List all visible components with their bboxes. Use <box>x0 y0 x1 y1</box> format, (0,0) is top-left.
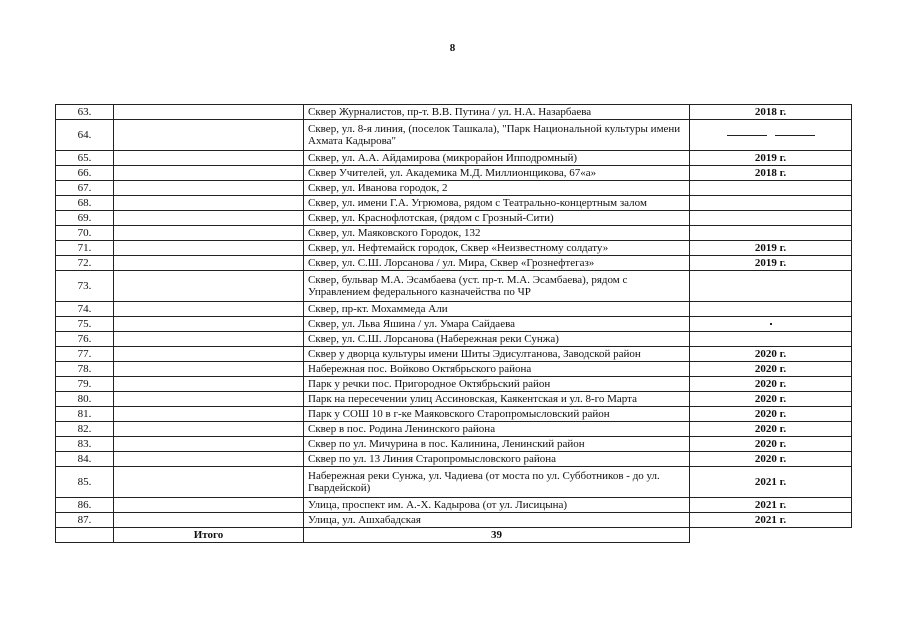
row-number: 84. <box>56 452 114 467</box>
table-row <box>56 211 852 226</box>
year-cell: 2020 г. <box>690 422 852 437</box>
row-number: 87. <box>56 513 114 528</box>
row-number: 78. <box>56 362 114 377</box>
row-number: 65. <box>56 151 114 166</box>
row-number: 71. <box>56 241 114 256</box>
object-name: Сквер, пр-кт. Мохаммеда Али <box>304 302 690 317</box>
year-cell: 2021 г. <box>690 467 852 498</box>
year-cell <box>690 332 852 347</box>
dash-mark <box>727 135 767 136</box>
year-cell: 2020 г. <box>690 392 852 407</box>
table-row <box>56 332 852 347</box>
object-name: Сквер, ул. Иванова городок, 2 <box>304 181 690 196</box>
row-number: 66. <box>56 166 114 181</box>
object-name: Сквер, ул. С.Ш. Лорсанова / ул. Мира, Сквер «Грознефтегаз» <box>304 256 690 271</box>
row-number: 70. <box>56 226 114 241</box>
empty-cell <box>56 528 114 543</box>
registry-table <box>55 104 852 543</box>
empty-cell <box>114 302 304 317</box>
object-name: Сквер, ул. Льва Яшина / ул. Умара Сайдаева <box>304 317 690 332</box>
year-cell <box>690 181 852 196</box>
empty-cell <box>114 513 304 528</box>
object-name: Сквер у дворца культуры имени Шиты Эдисултанова, Заводской район <box>304 347 690 362</box>
object-name: Сквер, ул. Нефтемайск городок, Сквер «Неизвестному солдату» <box>304 241 690 256</box>
year-cell: 2020 г. <box>690 407 852 422</box>
year-cell: 2019 г. <box>690 241 852 256</box>
empty-cell <box>114 332 304 347</box>
object-name: Набережная реки Сунжа, ул. Чадиева (от моста по ул. Субботников - до ул. Гвардейской) <box>304 467 690 498</box>
object-name: Сквер Журналистов, пр-т. В.В. Путина / ул. Н.А. Назарбаева <box>304 105 690 120</box>
empty-cell <box>114 271 304 302</box>
row-number: 76. <box>56 332 114 347</box>
empty-cell <box>114 181 304 196</box>
table-row <box>56 166 852 181</box>
year-cell: 2020 г. <box>690 362 852 377</box>
object-name: Сквер, бульвар М.А. Эсамбаева (уст. пр-т. М.А. Эсамбаева), рядом с Управлением федерального казначейства по ЧР <box>304 271 690 302</box>
row-number: 83. <box>56 437 114 452</box>
table-row <box>56 467 852 498</box>
year-cell <box>690 211 852 226</box>
year-cell <box>690 226 852 241</box>
table-row <box>56 256 852 271</box>
object-name: Сквер, ул. Краснофлотская, (рядом с Грозный-Сити) <box>304 211 690 226</box>
object-name: Сквер, ул. Маяковского Городок, 132 <box>304 226 690 241</box>
object-name: Сквер по ул. Мичурина в пос. Калинина, Ленинский район <box>304 437 690 452</box>
empty-cell <box>114 362 304 377</box>
object-name: Улица, проспект им. А.-Х. Кадырова (от ул. Лисицына) <box>304 498 690 513</box>
empty-cell <box>114 377 304 392</box>
year-cell: 2020 г. <box>690 452 852 467</box>
empty-cell <box>114 120 304 151</box>
empty-cell <box>114 437 304 452</box>
year-cell <box>690 196 852 211</box>
object-name: Сквер Учителей, ул. Академика М.Д. Миллионщикова, 67«а» <box>304 166 690 181</box>
object-name: Сквер, ул. имени Г.А. Угрюмова, рядом с Театрально-концертным залом <box>304 196 690 211</box>
row-number: 81. <box>56 407 114 422</box>
row-number: 77. <box>56 347 114 362</box>
empty-cell <box>114 317 304 332</box>
year-cell: 2021 г. <box>690 498 852 513</box>
table-row <box>56 437 852 452</box>
table-row <box>56 392 852 407</box>
object-name: Сквер в пос. Родина Ленинского района <box>304 422 690 437</box>
table-row <box>56 151 852 166</box>
table-row <box>56 498 852 513</box>
table-row <box>56 241 852 256</box>
table-row <box>56 120 852 151</box>
object-name: Парк у СОШ 10 в г-ке Маяковского Старопромысловский район <box>304 407 690 422</box>
table-row <box>56 271 852 302</box>
row-number: 86. <box>56 498 114 513</box>
total-value: 39 <box>304 528 690 543</box>
object-name: Улица, ул. Ашхабадская <box>304 513 690 528</box>
year-cell: 2018 г. <box>690 166 852 181</box>
row-number: 72. <box>56 256 114 271</box>
object-name: Сквер по ул. 13 Линия Старопромысловского района <box>304 452 690 467</box>
year-cell: 2020 г. <box>690 347 852 362</box>
table-row <box>56 196 852 211</box>
table-row <box>56 513 852 528</box>
empty-cell <box>114 452 304 467</box>
year-cell: 2020 г. <box>690 437 852 452</box>
object-name: Парк у речки пос. Пригородное Октябрьский район <box>304 377 690 392</box>
page-number: 8 <box>449 42 456 54</box>
object-name: Набережная пос. Войково Октябрьского района <box>304 362 690 377</box>
year-cell <box>690 317 852 332</box>
row-number: 73. <box>56 271 114 302</box>
year-cell: 2019 г. <box>690 151 852 166</box>
object-name: Парк на пересечении улиц Ассиновская, Каякентская и ул. 8-го Марта <box>304 392 690 407</box>
empty-cell <box>114 347 304 362</box>
empty-cell <box>114 105 304 120</box>
empty-cell <box>114 392 304 407</box>
dot-mark <box>770 323 772 325</box>
empty-cell <box>114 196 304 211</box>
table-row <box>56 105 852 120</box>
row-number: 79. <box>56 377 114 392</box>
total-row <box>56 528 852 543</box>
table-row <box>56 226 852 241</box>
table-row <box>56 317 852 332</box>
object-name: Сквер, ул. А.А. Айдамирова (микрорайон Ипподромный) <box>304 151 690 166</box>
empty-cell <box>114 166 304 181</box>
table-row <box>56 422 852 437</box>
table-row <box>56 407 852 422</box>
total-label: Итого <box>114 528 304 543</box>
row-number: 64. <box>56 120 114 151</box>
year-cell <box>690 302 852 317</box>
object-name: Сквер, ул. 8-я линия, (поселок Ташкала), "Парк Национальной культуры имени Ахмата Кадырова" <box>304 120 690 151</box>
row-number: 80. <box>56 392 114 407</box>
row-number: 75. <box>56 317 114 332</box>
table-row <box>56 181 852 196</box>
table-row <box>56 347 852 362</box>
empty-cell <box>114 241 304 256</box>
year-cell: 2019 г. <box>690 256 852 271</box>
object-name: Сквер, ул. С.Ш. Лорсанова (Набережная реки Сунжа) <box>304 332 690 347</box>
empty-cell <box>114 467 304 498</box>
row-number: 63. <box>56 105 114 120</box>
row-number: 68. <box>56 196 114 211</box>
table-row <box>56 377 852 392</box>
year-cell <box>690 271 852 302</box>
table-row <box>56 302 852 317</box>
empty-cell <box>114 151 304 166</box>
row-number: 67. <box>56 181 114 196</box>
empty-cell <box>114 256 304 271</box>
empty-cell <box>114 407 304 422</box>
year-cell <box>690 120 852 151</box>
empty-cell <box>114 422 304 437</box>
empty-cell <box>690 528 852 543</box>
row-number: 82. <box>56 422 114 437</box>
year-cell: 2020 г. <box>690 377 852 392</box>
row-number: 69. <box>56 211 114 226</box>
table-row <box>56 452 852 467</box>
row-number: 85. <box>56 467 114 498</box>
table-row <box>56 362 852 377</box>
dash-mark <box>775 135 815 136</box>
year-cell: 2018 г. <box>690 105 852 120</box>
empty-cell <box>114 226 304 241</box>
row-number: 74. <box>56 302 114 317</box>
empty-cell <box>114 211 304 226</box>
empty-cell <box>114 498 304 513</box>
year-cell: 2021 г. <box>690 513 852 528</box>
